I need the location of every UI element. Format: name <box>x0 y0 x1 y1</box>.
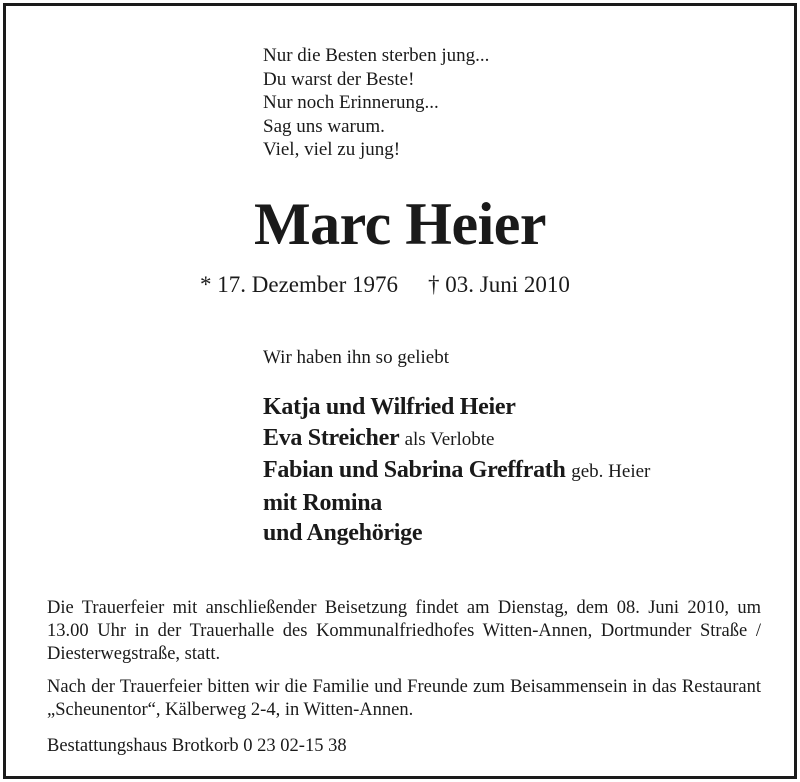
mourner-name: und Angehörige <box>263 520 423 546</box>
poem-line: Viel, viel zu jung! <box>263 139 401 160</box>
mourner-entry <box>263 392 650 423</box>
poem-line: Sag uns warum. <box>263 115 385 137</box>
birth-date: * 17. Dezember 1976 <box>200 272 398 297</box>
poem-line: Du warst der Beste! <box>263 68 415 90</box>
mourners-list <box>263 392 650 549</box>
deceased-name: Marc Heier <box>253 191 547 257</box>
poem-line: Nur noch Erinnerung... <box>263 92 439 113</box>
obituary-notice <box>3 3 797 779</box>
service-details <box>47 597 761 732</box>
mourner-entry <box>263 423 650 456</box>
mourner-note: als Verlobte <box>404 428 495 450</box>
poem-line: Nur die Besten sterben jung... <box>263 45 490 66</box>
mourner-entry <box>263 455 650 488</box>
gathering-paragraph: Nach der Trauerfeier bitten wir die Familie und Freunde zum Beisammensein in das Restaurant „Scheunentor“, Kälberweg 2-4, in Witten-Annen. <box>47 677 761 720</box>
death-date: † 03. Juni 2010 <box>428 272 570 297</box>
mourner-name: Eva Streicher <box>263 424 399 451</box>
life-dates <box>200 272 570 298</box>
mourner-entry <box>263 518 650 549</box>
loved-line: Wir haben ihn so geliebt <box>263 347 450 368</box>
mourner-name: Katja und Wilfried Heier <box>263 394 516 420</box>
memorial-poem <box>263 44 489 162</box>
mourner-name: mit Romina <box>263 489 382 516</box>
mourner-entry <box>263 488 650 519</box>
service-paragraph: Die Trauerfeier mit anschließender Beisetzung findet am Dienstag, dem 08. Juni 2010, um 13.00 Uhr in der Trauerhalle des Kommunalfriedhofes Witten-Annen, Dortmunder Straße / Diesterwegstraße, statt. <box>47 598 761 664</box>
funeral-home-contact: Bestattungshaus Brotkorb 0 23 02-15 38 <box>47 736 347 756</box>
mourner-name: Fabian und Sabrina Greffrath <box>263 457 566 483</box>
mourner-note: geb. Heier <box>571 461 651 482</box>
